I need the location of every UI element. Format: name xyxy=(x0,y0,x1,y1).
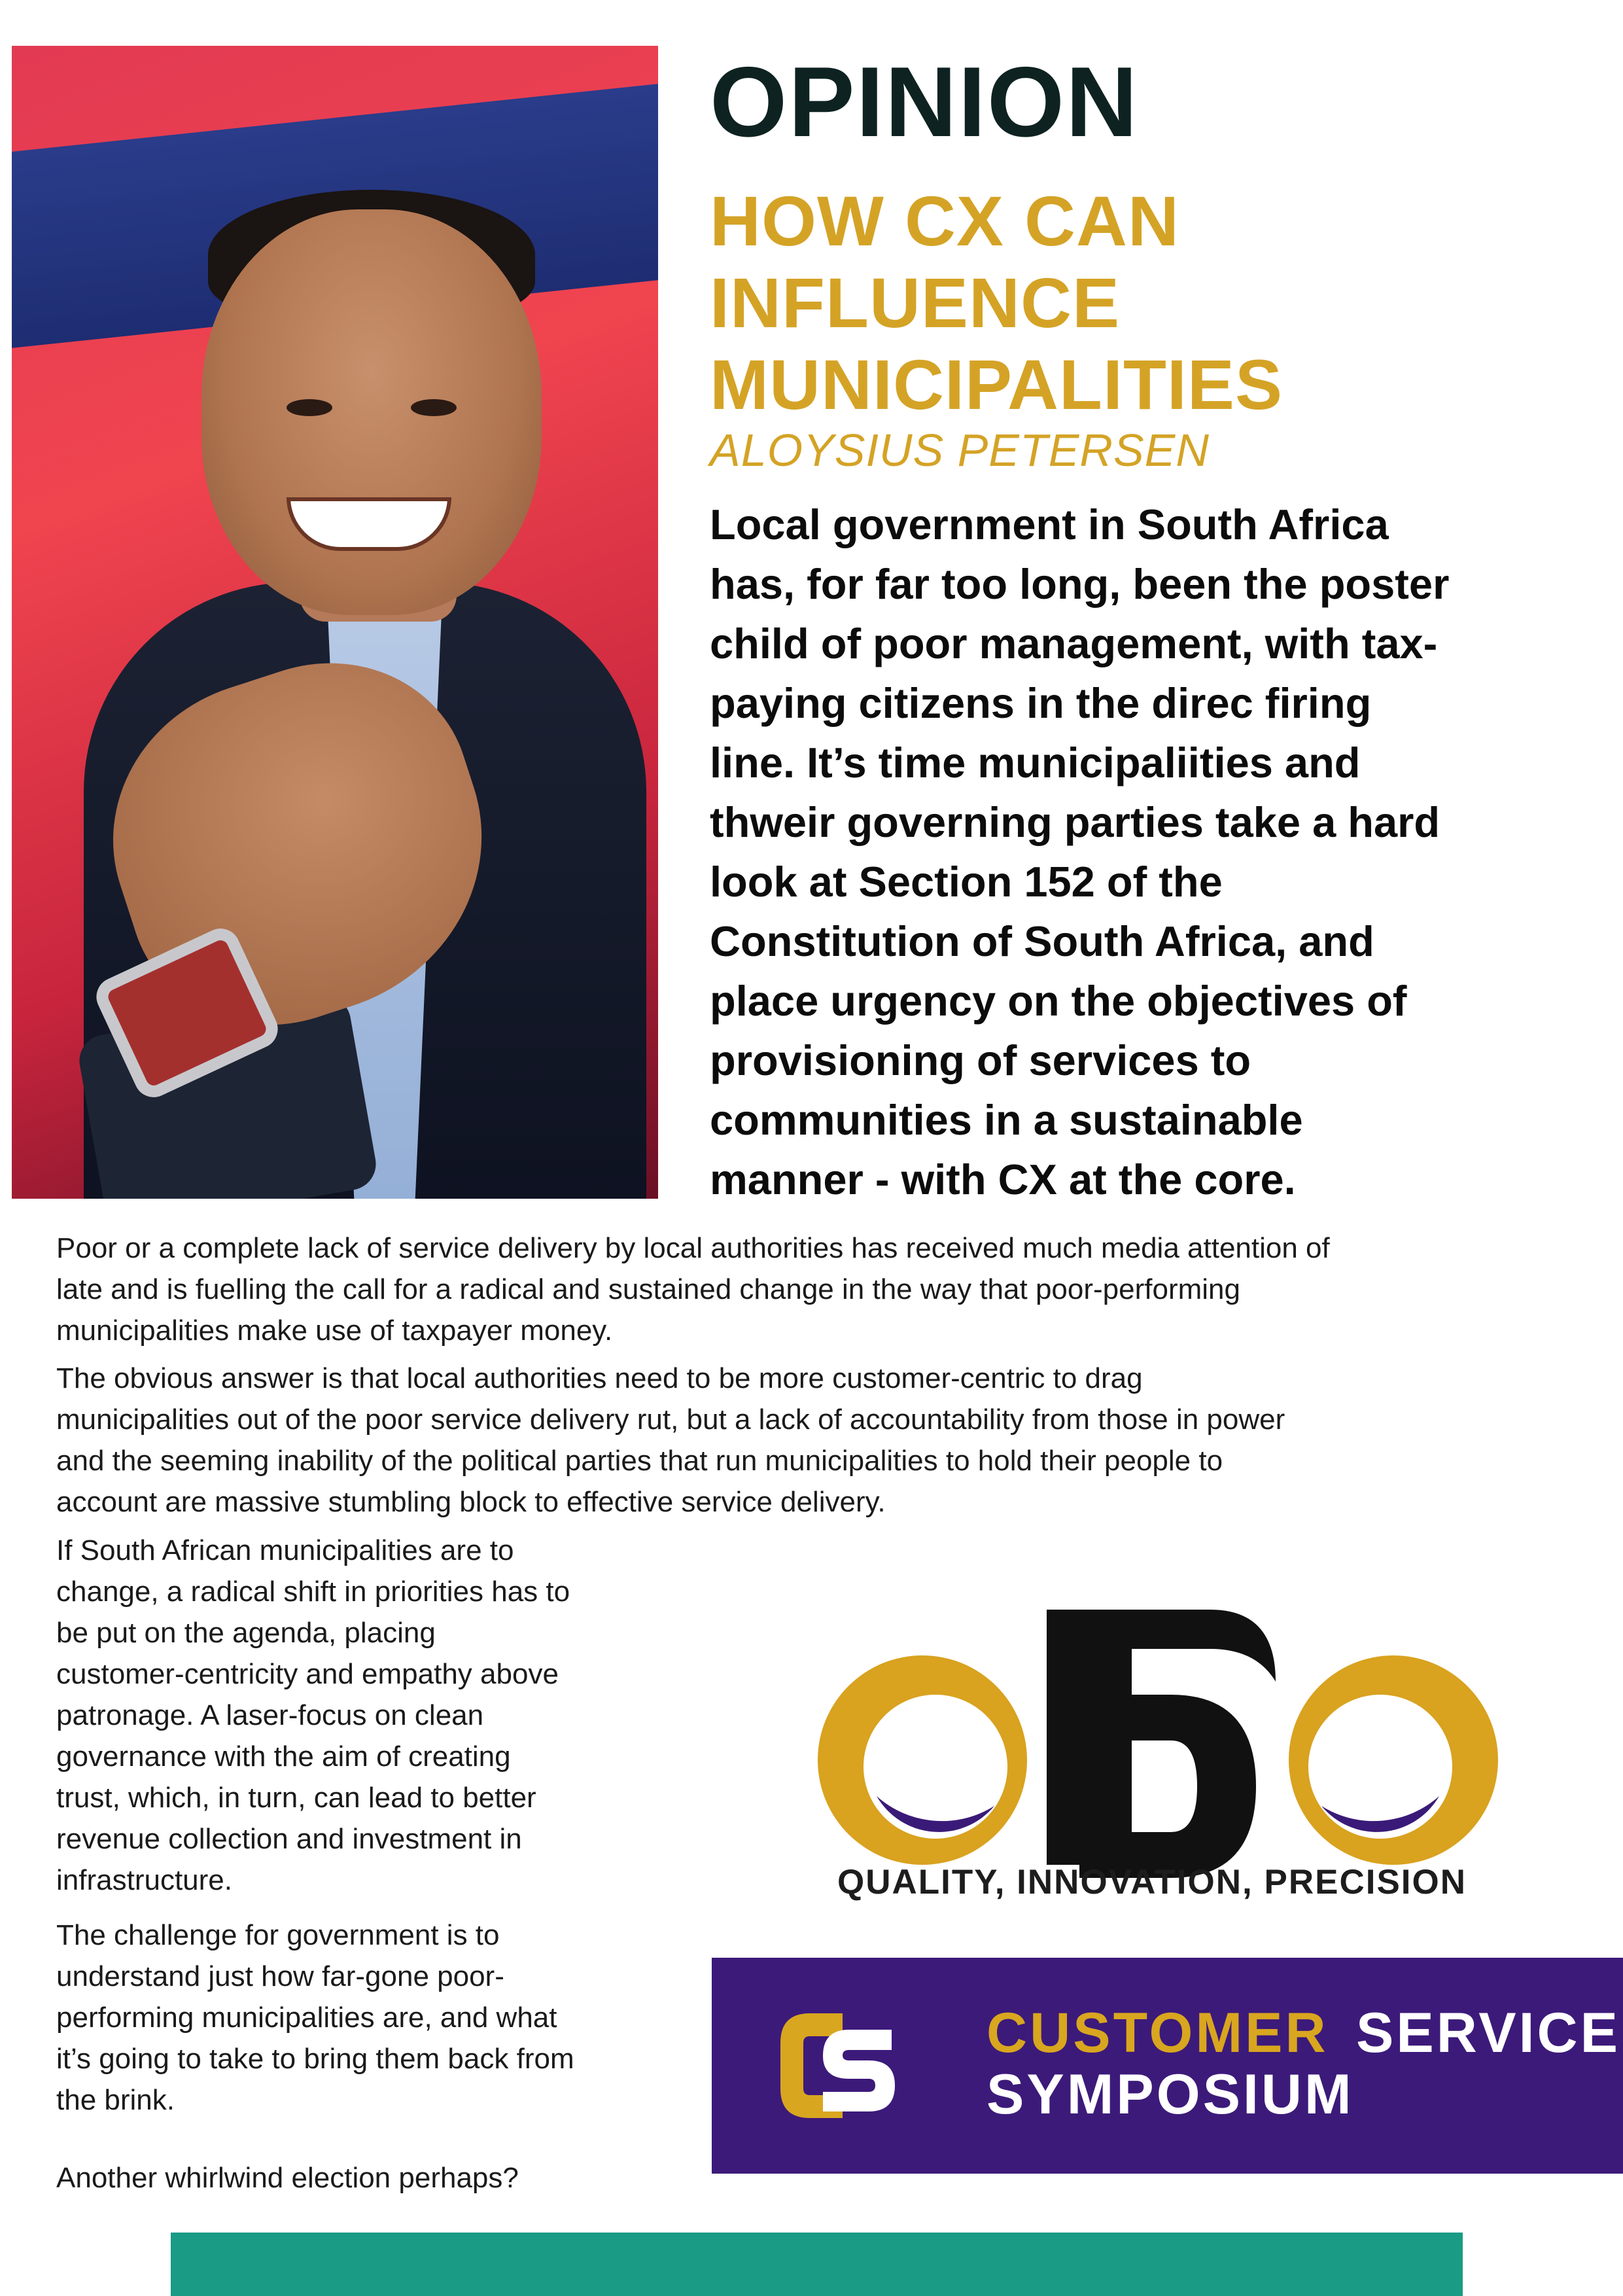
cs-logo-icon xyxy=(771,2000,901,2131)
body-line: customer-centricity and empathy above xyxy=(56,1658,559,1690)
body-line: Poor or a complete lack of service delivery by local authorities has received much media attention of xyxy=(56,1232,1330,1264)
body-line: understand just how far-gone poor- xyxy=(56,1960,504,1992)
odo-tagline: QUALITY, INNOVATION, PRECISION xyxy=(837,1863,1467,1901)
body-line: governance with the aim of creating xyxy=(56,1740,511,1773)
lede-line: Constitution of South Africa, and xyxy=(710,917,1374,965)
headline-line: MUNICIPALITIES xyxy=(710,345,1283,424)
lede-line: has, for far too long, been the poster xyxy=(710,560,1450,608)
headline xyxy=(710,180,1495,425)
body-line: late and is fuelling the call for a radical and sustained change in the way that poor-performing xyxy=(56,1273,1240,1305)
body-line: municipalities make use of taxpayer money. xyxy=(56,1315,613,1347)
lede-line: line. It’s time municipaliities and xyxy=(710,739,1361,786)
body-line: municipalities out of the poor service delivery rut, but a lack of accountability from those in power xyxy=(56,1404,1285,1436)
lede-line: provisioning of services to xyxy=(710,1036,1251,1084)
body-line: revenue collection and investment in xyxy=(56,1823,522,1855)
odo-left-ring xyxy=(818,1655,1027,1865)
body-line: The challenge for government is to xyxy=(56,1919,500,1951)
lede-line: thweir governing parties take a hard xyxy=(710,798,1440,846)
body-line: patronage. A laser-focus on clean xyxy=(56,1699,484,1731)
body-line: the brink. xyxy=(56,2084,175,2116)
body-line: performing municipalities are, and what xyxy=(56,2002,557,2034)
symposium-title-text: SYMPOSIUM xyxy=(986,2063,1354,2126)
body-line: be put on the agenda, placing xyxy=(56,1617,436,1649)
body-line: Another whirlwind election perhaps? xyxy=(56,2162,519,2194)
body-line: account are massive stumbling block to effective service delivery. xyxy=(56,1486,886,1518)
lede-line: place urgency on the objectives of xyxy=(710,977,1407,1025)
photo-face xyxy=(201,209,542,615)
photo-eye-right xyxy=(411,399,457,416)
headline-line: INFLUENCE xyxy=(710,263,1120,342)
lede-line: communities in a sustainable xyxy=(710,1096,1303,1144)
body-paragraph-4 xyxy=(56,1915,574,2121)
body-line: it’s going to take to bring them back from xyxy=(56,2043,574,2075)
footer-bar xyxy=(171,2233,1463,2296)
lede-line: manner - with CX at the core. xyxy=(710,1156,1296,1203)
body-paragraph-5 xyxy=(56,2157,519,2199)
body-line: infrastructure. xyxy=(56,1864,232,1896)
body-paragraph-2 xyxy=(56,1358,1285,1523)
body-line: and the seeming inability of the political parties that run municipalities to hold their people to xyxy=(56,1445,1223,1477)
section-label: OPINION xyxy=(710,46,1139,158)
lede-line: Local government in South Africa xyxy=(710,501,1389,548)
symposium-service-text: SERVICE xyxy=(1356,2002,1620,2064)
body-line: The obvious answer is that local authorities need to be more customer-centric to drag xyxy=(56,1362,1143,1394)
body-line: change, a radical shift in priorities has to xyxy=(56,1576,570,1608)
lede-line: child of poor management, with tax- xyxy=(710,620,1438,667)
lede xyxy=(710,495,1560,1209)
photo-eye-left xyxy=(287,399,332,416)
lede-line: look at Section 152 of the xyxy=(710,858,1223,906)
odo-center-d xyxy=(1047,1610,1276,1878)
body-paragraph-3 xyxy=(56,1530,570,1901)
symposium-customer-text: CUSTOMER xyxy=(986,2002,1329,2064)
body-line: If South African municipalities are to xyxy=(56,1534,514,1566)
lede-line: paying citizens in the direc firing xyxy=(710,679,1372,727)
symposium-banner[interactable] xyxy=(712,1958,1623,2174)
author-photo xyxy=(12,46,658,1199)
author-byline: ALOYSIUS PETERSEN xyxy=(710,425,1210,476)
odo-right-ring xyxy=(1289,1655,1498,1865)
headline-line: HOW CX CAN xyxy=(710,181,1179,260)
body-paragraph-1 xyxy=(56,1227,1330,1351)
body-line: trust, which, in turn, can lead to better xyxy=(56,1782,536,1814)
